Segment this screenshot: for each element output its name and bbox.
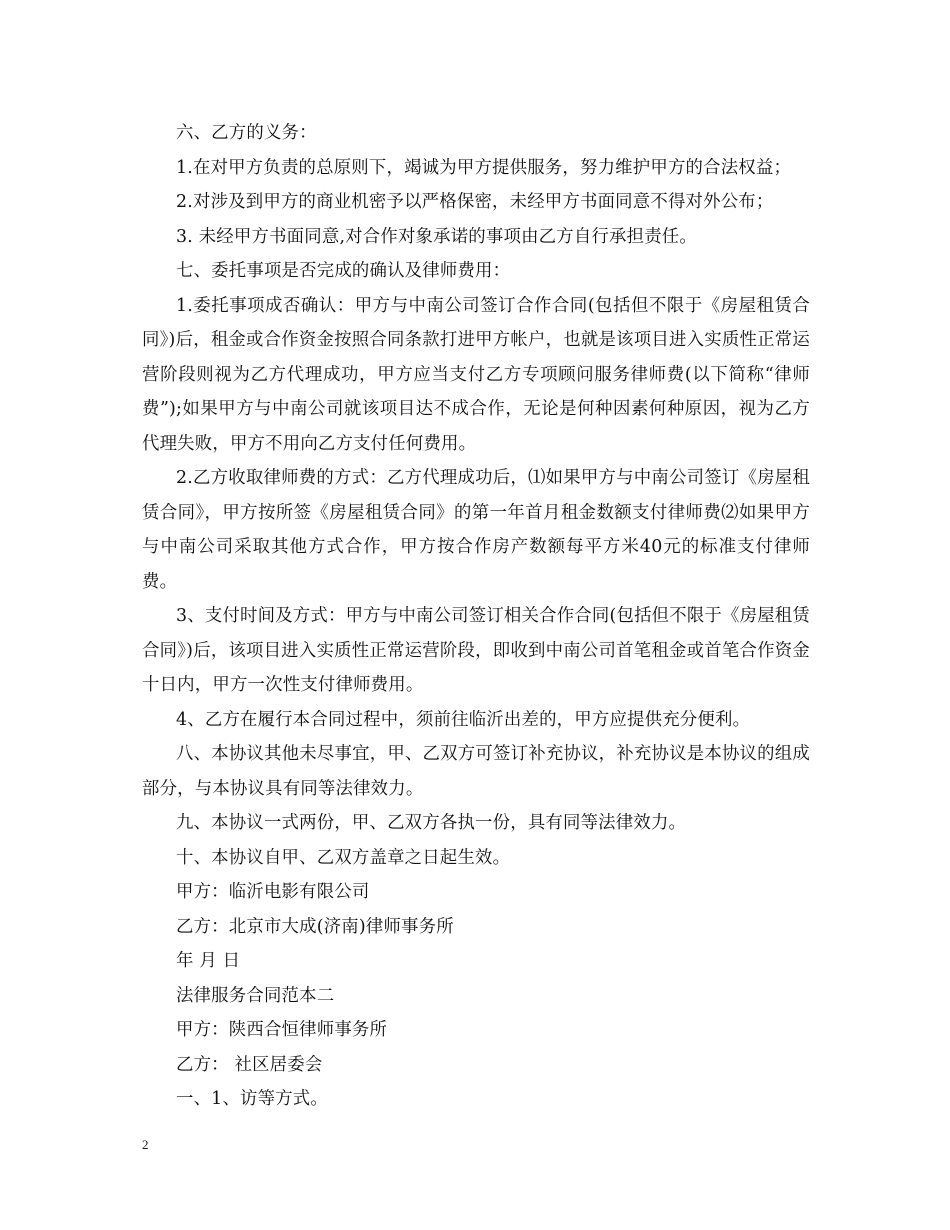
paragraph: 十、本协议自甲、乙双方盖章之日起生效。 (176, 847, 511, 868)
paragraph: 2.对涉及到甲方的商业机密予以严格保密，未经甲方书面同意不得对外公布； (176, 192, 774, 212)
paragraph: 九、本协议一式两份，甲、乙双方各执一份，具有同等法律效力。 (176, 813, 687, 833)
paragraph: 3、支付时间及方式：甲方与中南公司签订相关合作合同(包括但不限于《房屋租赁合同》)后，该项目进入实质性正常运营阶段，即收到中南公司首笔租金或首笔合作资金十日内，甲方一次性支付律师费用。 (142, 606, 810, 695)
party-b-signature-line: 乙方：北京市大成(济南)律师事务所 (176, 916, 454, 937)
date-line: 年 月 日 (176, 951, 241, 971)
page-number: 2 (142, 1137, 149, 1152)
paragraph: 3. 未经甲方书面同意,对合作对象承诺的事项由乙方自行承担责任。 (176, 226, 697, 247)
paragraph: 八、本协议其他未尽事宜，甲、乙双方可签订补充协议，补充协议是本协议的组成部分，与本协议具有同等法律效力。 (142, 744, 810, 799)
party-a-signature-line: 甲方：临沂电影有限公司 (176, 882, 370, 902)
paragraph: 1.委托事项成否确认：甲方与中南公司签订合作合同(包括但不限于《房屋租赁合同》)后，租金或合作资金按照合同条款打进甲方帐户，也就是该项目进入实质性正常运营阶段则视为乙方代理成功，甲方应当支付乙方专项顾问服务律师费(以下简称“律师费”);如果甲方与中南公司就该项目达不成合作，无论是何种因素何种原因，视为乙方代理失败，甲方不用向乙方支付任何费用。 (142, 295, 810, 454)
party-a-line: 甲方：陕西合恒律师事务所 (176, 1020, 388, 1040)
document-body (142, 116, 810, 1117)
paragraph: 一、1、访等方式。 (176, 1089, 328, 1109)
paragraph: 2.乙方收取律师费的方式：乙方代理成功后，⑴如果甲方与中南公司签订《房屋租赁合同》，甲方按所签《房屋租赁合同》的第一年首月租金数额支付律师费⑵如果甲方与中南公司采取其他方式合作，甲方按合作房产数额每平方米40元的标准支付律师费。 (142, 468, 810, 592)
party-b-line: 乙方： 社区居委会 (176, 1054, 323, 1075)
paragraph: 1.在对甲方负责的总原则下，竭诚为甲方提供服务，努力维护甲方的合法权益； (176, 157, 792, 178)
section-heading-fee-confirmation: 七、委托事项是否完成的确认及律师费用： (176, 261, 511, 281)
section-heading-party-b-obligations: 六、乙方的义务： (176, 123, 317, 143)
paragraph: 4、乙方在履行本合同过程中，须前往临沂出差的，甲方应提供充分便利。 (176, 709, 751, 730)
contract-title-two: 法律服务合同范本二 (176, 985, 335, 1006)
